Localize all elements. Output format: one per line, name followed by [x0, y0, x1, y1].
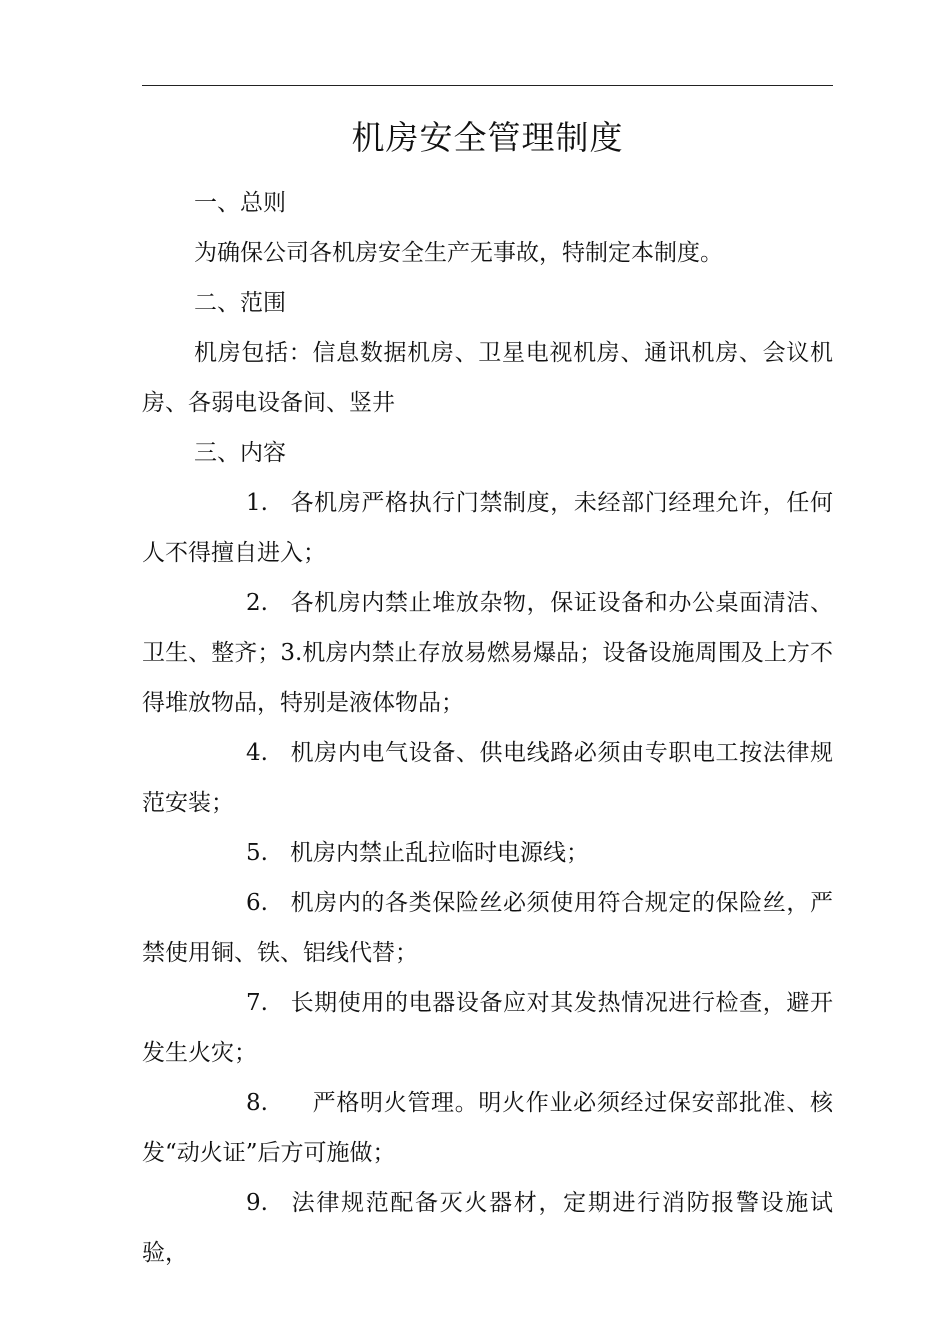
rule-item-2: 2. 各机房内禁止堆放杂物，保证设备和办公桌面清洁、卫生、整齐；3.机房内禁止存放易燃易爆品；设备设施周围及上方不得堆放物品，特别是液体物品； [142, 590, 833, 716]
header-rule [142, 85, 833, 86]
paragraph-purpose: 为确保公司各机房安全生产无事故，特制定本制度。 [194, 240, 723, 266]
paragraph-general-heading: 一、总则 [194, 190, 286, 216]
paragraph-content-heading: 三、内容 [194, 440, 286, 466]
document-title: 机房安全管理制度 [351, 118, 624, 157]
rule-item-9: 9. 法律规范配备灭火器材，定期进行消防报警设施试验， [142, 1190, 833, 1266]
rule-item-6: 6. 机房内的各类保险丝必须使用符合规定的保险丝，严禁使用铜、铁、铝线代替； [142, 890, 833, 966]
document-body [142, 178, 833, 1278]
rule-item-7: 7. 长期使用的电器设备应对其发热情况进行检查，避开发生火灾； [142, 990, 833, 1066]
paragraph-scope: 机房包括：信息数据机房、卫星电视机房、通讯机房、会议机房、各弱电设备间、竖井 [142, 340, 833, 416]
paragraph-scope-heading: 二、范围 [194, 290, 286, 316]
rule-item-5: 5. 机房内禁止乱拉临时电源线； [246, 840, 589, 866]
rule-item-1: 1. 各机房严格执行门禁制度，未经部门经理允许，任何人不得擅自进入； [142, 490, 833, 566]
rule-item-4: 4. 机房内电气设备、供电线路必须由专职电工按法律规范安装； [142, 740, 833, 816]
rule-item-8: 8. 严格明火管理。明火作业必须经过保安部批准、核发“动火证”后方可施做； [142, 1090, 833, 1166]
